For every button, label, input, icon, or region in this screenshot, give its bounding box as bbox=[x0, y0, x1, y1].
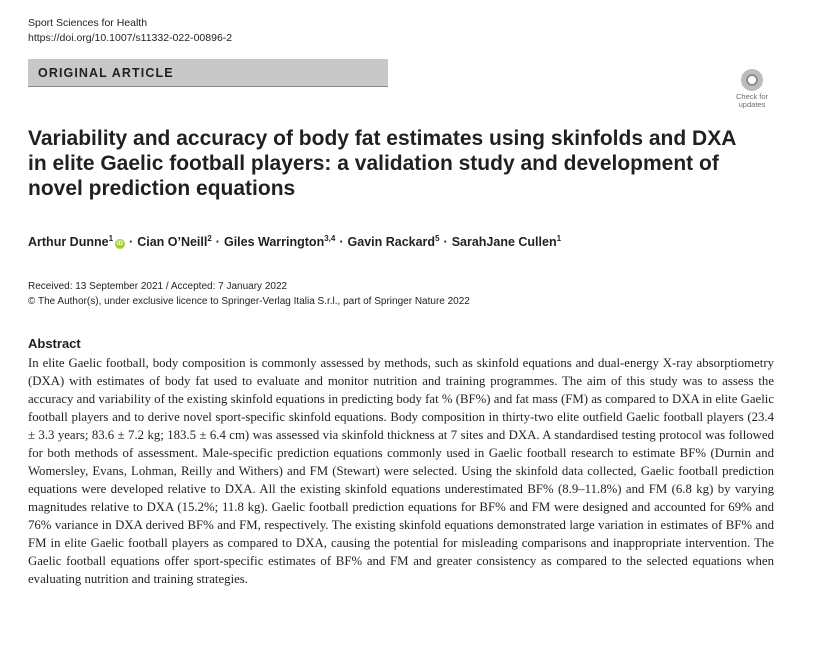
author[interactable]: Arthur Dunne$^1$iD bbox=[28, 234, 124, 250]
journal-name: Sport Sciences for Health bbox=[28, 17, 148, 29]
doi-link[interactable]: https://doi.org/10.1007/s11332-022-00896-2 bbox=[28, 32, 233, 44]
abstract-heading: Abstract bbox=[28, 336, 81, 351]
orcid-icon[interactable]: iD bbox=[117, 241, 124, 248]
author[interactable]: Giles Warrington$^{3,4}$ bbox=[223, 234, 336, 250]
article-type-banner bbox=[28, 59, 388, 87]
journal-header bbox=[28, 16, 232, 46]
author[interactable]: Cian O’Neill$^2$ bbox=[137, 234, 212, 250]
article-title: Variability and accuracy of body fat estimates using skinfolds and DXA in elite Gaelic football players: a validation study and development of novel prediction equations bbox=[28, 127, 736, 200]
check-updates-icon bbox=[741, 69, 763, 91]
received-accepted: Received: 13 September 2021 / Accepted: 7 January 2022 bbox=[28, 281, 288, 292]
author[interactable]: SarahJane Cullen$^1$ bbox=[451, 234, 562, 250]
author[interactable]: Gavin Rackard$^5$ bbox=[347, 234, 440, 250]
article-type: ORIGINAL ARTICLE bbox=[38, 66, 174, 80]
abstract-text: In elite Gaelic football, body composition is commonly assessed by methods, such as skinfold equations and dual-energy X-ray absorptiometry (DXA) with estimates of body fat used to evaluate and monitor nutrition and training programmes. The aim of this study was to assess the accuracy and variability of the existing skinfold equations in predicting body fat % (BF%) and fat mass (FM) as compared to DXA in elite Gaelic football players and to derive novel sport-specific skinfold equations. Body composition in thirty-two elite outfield Gaelic football players (23.4 ± 3.3 years; 83.6 ± 7.2 kg; 183.5 ± 6.4 cm) was assessed via skinfold thickness at 7 sites and DXA. A standardised testing protocol was followed for both methods of assessment. Male-specific prediction equations commonly used in Gaelic football research to estimate BF% (Durnin and Womersley, Evans, Lohman, Reilly and Withers) and FM (Stewart) were selected. Using the skinfold data collected, Gaelic football prediction equations were developed relative to DXA. All the existing skinfold equations underestimated BF% (8.9–11.8%) and FM (6.8 kg) by varying magnitudes relative to DXA (15.2%; 11.8 kg). Gaelic football prediction equations for BF% and FM were designed and accounted for 69% and 76% variance in DXA derived BF% and FM, respectively. The existing skinfold equations demonstrated large variation in estimates of BF% and FM in elite Gaelic football players as compared to DXA, causing the potential for misleading comparisons and inappropriate intervention. The Gaelic football equations offer sport-specific estimates of BF% and FM and greater consistency as compared to the selected equations when evaluating nutrition and training strategies. bbox=[28, 356, 774, 586]
publication-dates bbox=[28, 279, 470, 309]
author-list: Arthur Dunne$^1$iD · Cian O’Neill$^2$ · Giles Warrington$^{3,4}$ · Gavin Rackard$^5$ · SarahJane Cullen$^1$ bbox=[28, 234, 562, 250]
copyright: © The Author(s), under exclusive licence to Springer-Verlag Italia S.r.l., part of Springer Nature 2022 bbox=[28, 296, 470, 307]
check-updates-text: Check for updates bbox=[735, 92, 769, 109]
check-for-updates-badge[interactable] bbox=[731, 69, 773, 111]
